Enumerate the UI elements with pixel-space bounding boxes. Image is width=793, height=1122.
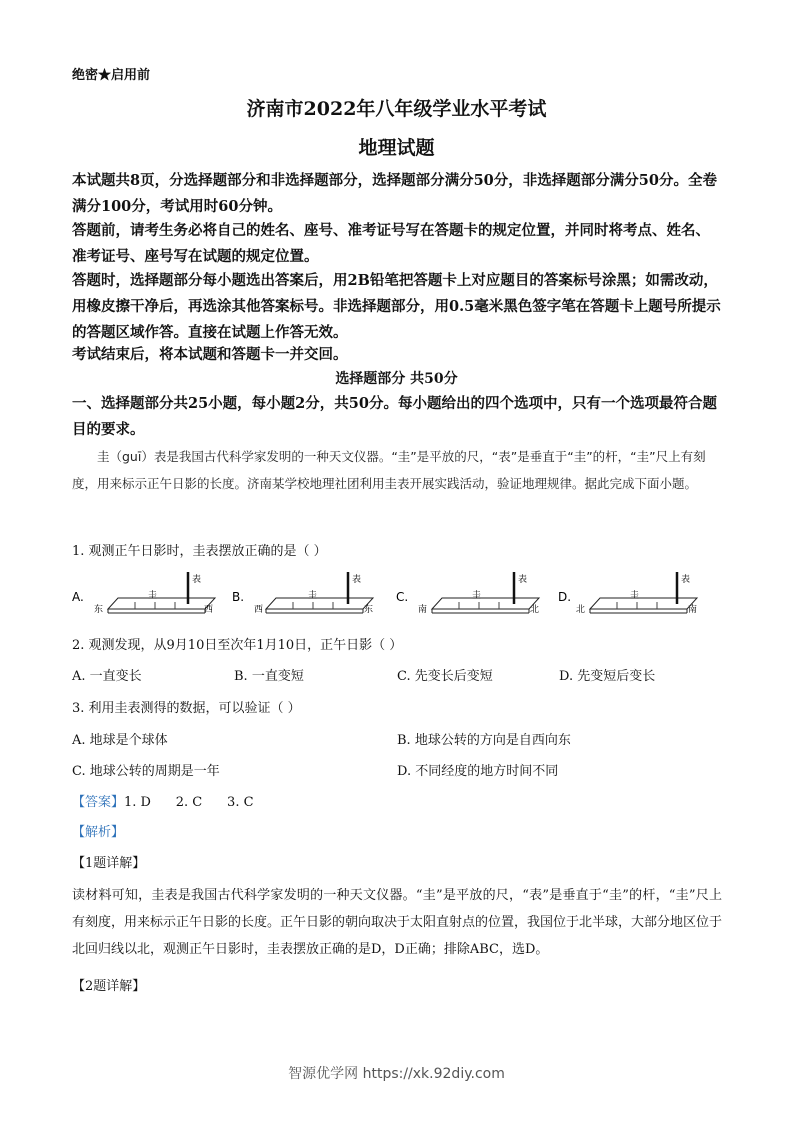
- q1-stem: 1. 观测正午日影时，圭表摆放正确的是（ ）: [72, 544, 327, 559]
- instruction-2: 答题前，请考生务必将自己的姓名、座号、准考证号写在答题卡的规定位置，并同时将考点、姓名、准考证号、座号写在试题的规定位置。: [72, 222, 710, 265]
- option-a-gui-ruler: [108, 598, 215, 609]
- option-a-letter: A.: [72, 590, 84, 604]
- option-b-right: 东: [364, 605, 374, 615]
- option-a-left: 东: [94, 605, 104, 615]
- detail-1-text: 读材料可知，圭表是我国古代科学家发明的一种天文仪器。“圭”是平放的尺，“表”是垂直于“圭”的杆，“圭”尺上有刻度，用来标示正午日影的长度。正午日影的朝向取决于太阳直射点的位置，我国位于北半球，大部分地区位于北回归线以北，观测正午日影时，圭表摆放正确的是D，D正确；排除ABC，选D。: [72, 888, 723, 957]
- q2-option-a[interactable]: A. 一直变长: [72, 669, 142, 684]
- q3-option-c[interactable]: C. 地球公转的周期是一年: [72, 764, 220, 779]
- option-c-gui-ruler: [432, 598, 539, 609]
- q3-option-b[interactable]: B. 地球公转的方向是自西向东: [397, 733, 571, 748]
- option-a-gui-label: 圭: [148, 591, 158, 601]
- option-b-letter: B.: [232, 590, 245, 604]
- detail-1-heading: 【1题详解】: [72, 856, 146, 871]
- q2-stem: 2. 观测发现，从9月10日至次年1月10日，正午日影（ ）: [72, 638, 403, 653]
- option-c-biao-label: 表: [518, 575, 528, 585]
- option-b-gui-label: 圭: [308, 591, 318, 601]
- option-d-left: 北: [576, 605, 586, 615]
- answer-line: [72, 791, 254, 810]
- instruction-4: 考试结束后，将本试题和答题卡一并交回。: [72, 346, 348, 363]
- option-b-diagram[interactable]: [232, 572, 373, 615]
- q2-option-c[interactable]: C. 先变长后变短: [397, 669, 493, 684]
- answer-tag: 【答案】: [72, 795, 125, 810]
- option-a-diagram[interactable]: [72, 572, 215, 615]
- material-text: 圭（guī）表是我国古代科学家发明的一种天文仪器。“圭”是平放的尺，“表”是垂直于“圭”的杆，“圭”尺上有刻度，用来标示正午日影的长度。济南某学校地理社团利用圭表开展实践活动，验证地理规律。据此完成下面小题。: [72, 449, 706, 491]
- option-d-gui-ruler: [590, 598, 697, 609]
- detail-2-heading: 【2题详解】: [72, 979, 146, 994]
- option-d-letter: D.: [558, 590, 572, 604]
- q3-stem: 3. 利用圭表测得的数据，可以验证（ ）: [72, 701, 301, 716]
- instruction-1: 本试题共8页，分选择题部分和非选择题部分，选择题部分满分50分，非选择题部分满分50分。全卷满分100分，考试用时60分钟。: [72, 172, 717, 215]
- option-c-right: 北: [530, 605, 540, 615]
- section-title: 选择题部分 共50分: [335, 371, 458, 387]
- exam-subtitle: 地理试题: [358, 137, 435, 159]
- instruction-3: 答题时，选择题部分每小题选出答案后，用2B铅笔把答题卡上对应题目的答案标号涂黑；如需改动，用橡皮擦干净后，再选涂其他答案标号。非选择题部分，用0.5毫米黑色签字笔在答题卡上题号所提示的答题区域作答。直接在试题上作答无效。: [72, 272, 721, 341]
- section-intro: 一、选择题部分共25小题，每小题2分，共50分。每小题给出的四个选项中，只有一个选项最符合题目的要求。: [72, 395, 717, 438]
- exam-title: 济南市2022年八年级学业水平考试: [246, 98, 547, 120]
- q1-diagrams: [70, 568, 720, 620]
- option-c-letter: C.: [396, 590, 409, 604]
- option-c-gui-label: 圭: [472, 591, 482, 601]
- q2-option-b[interactable]: B. 一直变短: [234, 669, 304, 684]
- option-b-gui-ruler: [266, 598, 373, 609]
- option-b-left: 西: [254, 605, 264, 615]
- option-d-diagram[interactable]: [558, 572, 697, 615]
- secret-label: 绝密★启用前: [72, 68, 151, 83]
- option-a-biao-label: 表: [192, 575, 202, 585]
- option-b-biao-label: 表: [352, 575, 362, 585]
- option-c-diagram[interactable]: [396, 572, 539, 615]
- q3-option-d[interactable]: D. 不同经度的地方时间不同: [397, 764, 559, 779]
- analysis-tag: 【解析】: [72, 825, 125, 840]
- footer-watermark: 智源优学网 https://xk.92diy.com: [288, 1066, 505, 1082]
- q2-option-d[interactable]: D. 先变短后变长: [559, 669, 656, 684]
- answer-text: 1. D 2. C 3. C: [124, 795, 254, 810]
- option-a-right: 西: [204, 605, 214, 615]
- option-d-right: 南: [688, 605, 698, 615]
- q3-option-a[interactable]: A. 地球是个球体: [72, 733, 168, 748]
- option-d-biao-label: 表: [681, 575, 691, 585]
- option-d-gui-label: 圭: [630, 591, 640, 601]
- option-c-left: 南: [418, 605, 428, 615]
